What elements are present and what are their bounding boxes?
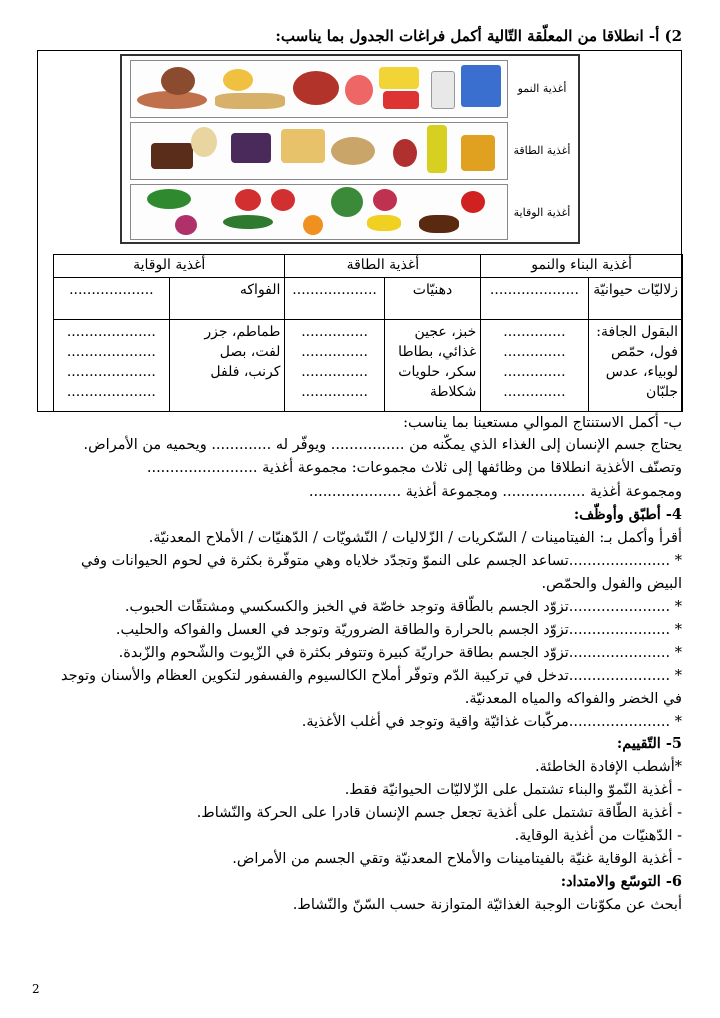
blank-line[interactable]: ...............: [301, 364, 368, 380]
section-b-line-1[interactable]: يحتاج جسم الإنسان إلى الغذاء الذي يمكّنه من ................ ويوفّر له ............. ويحميه من الأمراض.: [83, 437, 682, 453]
pepper-image: [147, 189, 191, 209]
header-energy: أغذية الطاقة: [285, 255, 481, 278]
vegetables-line-1: طماطم، جزر: [204, 324, 281, 340]
blank-line[interactable]: ..............: [503, 344, 566, 360]
protective-label: أغذية الوقاية: [513, 206, 571, 219]
blank-line[interactable]: ....................: [66, 364, 156, 380]
food-groups-illustration: [120, 54, 580, 244]
cell-protective-blank[interactable]: ...................: [54, 278, 170, 320]
meat-piece-image: [345, 75, 373, 105]
legumes-line-1: البقول الجافة:: [596, 324, 678, 340]
cell-growth-blanks[interactable]: [481, 320, 588, 412]
milk-glass-image: [431, 71, 455, 109]
poultry-image: [161, 67, 195, 95]
blank-line[interactable]: ....................: [66, 344, 156, 360]
section-4-item-3[interactable]: * ......................تزوّد الجسم بالحرارة والطاقة الضروريّة وتوجد في العسل والفواكه والحليب.: [115, 622, 682, 638]
cell-energy-blank[interactable]: ...................: [285, 278, 384, 320]
cell-energy-blanks[interactable]: [285, 320, 384, 412]
banana-image: [367, 215, 401, 231]
cell-legumes: [588, 320, 682, 412]
section-6-title: 6- التوسّع والامتداد:: [560, 873, 682, 890]
section-5-title: 5- التّقييم:: [616, 735, 682, 752]
section-4-item-5-cont: في الخضر والفواكه والمياه المعدنيّة.: [464, 691, 682, 707]
header-protective: أغذية الوقاية: [54, 255, 285, 278]
section-4-item-5[interactable]: * ......................تدخل في تركيبة الدّم وتوفّر أملاح الكالسيوم والفسفور لتكوين العظام والأسنان وتوجد: [60, 668, 682, 684]
blank-line[interactable]: ...............: [301, 344, 368, 360]
blank-line[interactable]: ..............: [503, 324, 566, 340]
section-b-line-3[interactable]: ومجموعة أغذية .................. ومجموعة أغذية ....................: [308, 484, 682, 500]
blank-line[interactable]: ..............: [503, 364, 566, 380]
starches-line-3: سكر، حلويات: [398, 364, 477, 380]
chocolate-box-image: [231, 133, 271, 163]
fish-image: [223, 69, 253, 91]
section-4-instruction: أقرأ وأكمل بـ: الفيتامينات / السّكريات / الزّلاليات / النّشويّات / الدّهنيّات / الأملاح المعدنيّة.: [148, 530, 682, 546]
section-4-item-1[interactable]: * ......................تساعد الجسم على النموّ وتجدّد خلاياه وهي متوفّرة بكثرة في لحوم الحيوانات وفي: [81, 553, 682, 569]
energy-label: أغذية الطاقة: [513, 144, 571, 157]
statement-1[interactable]: - أغذية النّموّ والبناء تشتمل على الزّلاليّات الحيوانيّة فقط.: [344, 782, 682, 798]
legumes-line-2: فول، حمّص: [611, 344, 678, 360]
potatoes-image: [331, 137, 375, 165]
starches-line-4: شكلاطة: [429, 384, 477, 400]
cell-vegetables: [169, 320, 285, 412]
section-4-title: 4- أطبّق وأوظّف:: [573, 506, 682, 523]
apple-image: [373, 189, 397, 211]
blank-line[interactable]: ....................: [66, 324, 156, 340]
tomato-image-2: [271, 189, 295, 211]
energy-foods-row: [130, 122, 508, 180]
growth-label: أغذية النمو: [517, 82, 567, 95]
statement-3[interactable]: - الدّهنيّات من أغذية الوقاية.: [514, 828, 682, 844]
cell-starches: [384, 320, 481, 412]
cell-fruits: الفواكه: [169, 278, 285, 320]
tomato-image: [235, 189, 261, 211]
fish-tray-image: [215, 93, 285, 109]
butter-image: [281, 129, 325, 163]
blank-line[interactable]: ..............: [503, 384, 566, 400]
section-4-item-6[interactable]: * ......................مركّبات غذائيّة واقية وتوجد في أغلب الأغذية.: [301, 714, 682, 730]
onion-image: [175, 215, 197, 235]
cucumber-image: [223, 215, 273, 229]
q2-title: 2) أ- انطلاقا من المعلّقة التّالية أكمل فراغات الجدول بما يناسب:: [275, 27, 682, 45]
legumes-line-4: جلبّان: [645, 384, 678, 400]
statement-4[interactable]: - أغذية الوقاية غنيّة بالفيتامينات والأملاح المعدنيّة وتقي الجسم من الأمراض.: [232, 851, 682, 867]
statement-2[interactable]: - أغذية الطّاقة تشتمل على أغذية تجعل جسم الإنسان قادرا على الحركة والنّشاط.: [196, 805, 682, 821]
cell-animal-proteins: زلاليّات حيوانيّة: [588, 278, 682, 320]
page-number: 2: [32, 982, 40, 996]
dates-image: [419, 215, 459, 233]
oil-bottle-image: [427, 125, 447, 173]
cake-image: [151, 143, 193, 169]
blank-line[interactable]: ...............: [301, 324, 368, 340]
starches-line-2: غذائي، بطاطا: [398, 344, 477, 360]
section-b-line-2[interactable]: وتصنّف الأغذية انطلاقا من وظائفها إلى ثلاث مجموعات: مجموعة أغذية ........................: [146, 460, 682, 476]
cheese-image: [379, 67, 419, 89]
cell-protective-blanks[interactable]: [54, 320, 170, 412]
blank-line[interactable]: ....................: [66, 384, 156, 400]
food-groups-table: [53, 254, 683, 412]
milk-carton-image: [461, 65, 501, 107]
section-6-task: أبحث عن مكوّنات الوجبة الغذائيّة المتوازنة حسب السّنّ والنّشاط.: [292, 897, 682, 913]
section-4-item-2[interactable]: * ......................تزوّد الجسم بالطّاقة وتوجد خاصّة في الخبز والكسكسي ومشتقّات الحبوب.: [124, 599, 682, 615]
pomegranate-image: [461, 191, 485, 213]
vegetables-line-2: لفت، بصل: [219, 344, 281, 360]
bread-image: [191, 127, 217, 157]
vegetables-line-3: كرنب، فلفل: [210, 364, 281, 380]
section-b-instruction: ب- أكمل الاستنتاج الموالي مستعينا بما يناسب:: [403, 415, 682, 431]
section-5-instruction: *أشطب الإفادة الخاطئة.: [534, 759, 682, 775]
jam-jar-image: [393, 139, 417, 167]
watermelon-image: [331, 187, 363, 217]
honey-jar-image: [461, 135, 495, 171]
cheese-box-image: [383, 91, 419, 109]
legumes-line-3: لوبياء، عدس: [605, 364, 678, 380]
meat-image: [293, 71, 339, 105]
protective-foods-row: [130, 184, 508, 240]
starches-line-1: خبز، عجين: [414, 324, 477, 340]
cell-growth-blank[interactable]: ....................: [481, 278, 588, 320]
orange-image: [303, 215, 323, 235]
blank-line[interactable]: ...............: [301, 384, 368, 400]
cell-fats: دهنيّات: [384, 278, 481, 320]
section-4-item-1-cont: البيض والفول والحمّص.: [541, 576, 682, 592]
section-4-item-4[interactable]: * ......................تزوّد الجسم بطاقة حراريّة كبيرة وتتوفر بكثرة في الزّيوت والشّحوم والزّبدة.: [118, 645, 682, 661]
growth-foods-row: [130, 60, 508, 118]
header-growth: أغذية البناء والنمو: [481, 255, 683, 278]
